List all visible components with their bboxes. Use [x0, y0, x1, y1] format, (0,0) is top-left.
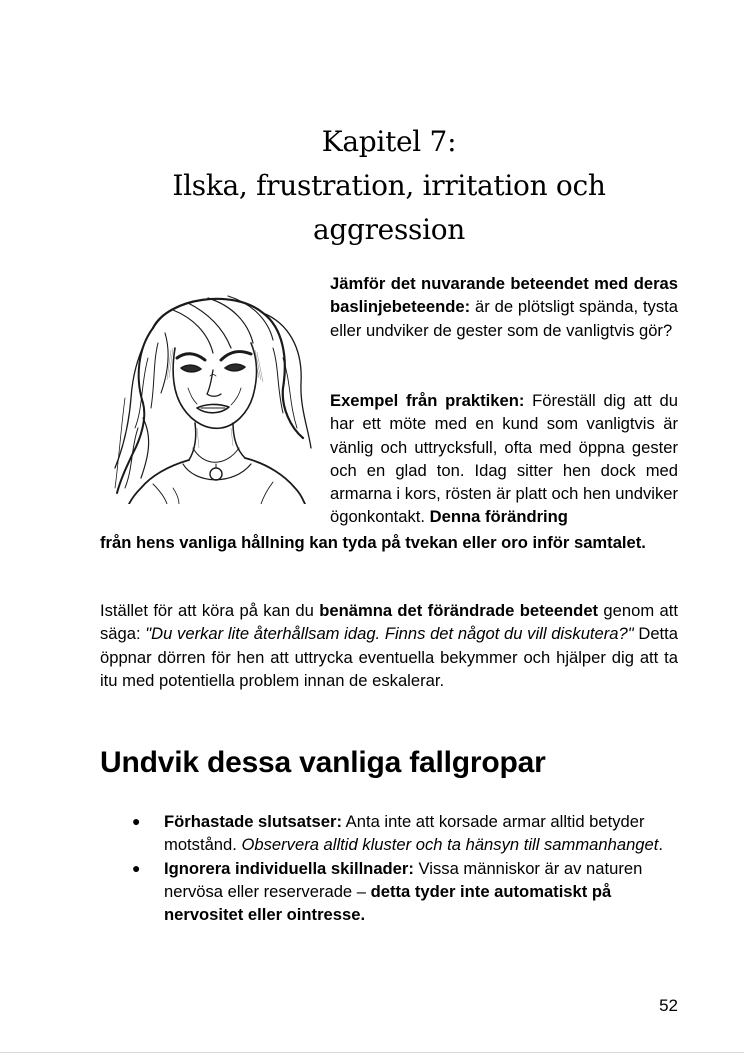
chapter-title-line-3: aggression [312, 213, 466, 246]
bullet1-bold: Förhastade slutsatser: [164, 812, 342, 831]
bullet2-text: Vissa människor är av naturen nervösa eller reserverade – [164, 858, 643, 901]
paragraph2-bold-end-a: Denna förändring [425, 507, 568, 527]
list-item [100, 810, 678, 857]
angry-woman-illustration [113, 288, 313, 504]
paragraph-baseline-comparison [330, 272, 678, 342]
paragraph2-bold: Exempel från praktiken: [330, 391, 525, 410]
page-number: 52 [659, 996, 678, 1015]
paragraph3-quote: "Du verkar lite återhållsam idag. Finns det något du vill diskutera?" [145, 624, 634, 644]
paragraph-practical-example [330, 389, 678, 529]
paragraph3-text-a: Istället för att köra på kan du [100, 601, 320, 620]
bullet-icon: ● [132, 813, 141, 829]
bullet1-text: Anta inte att korsade armar alltid betyder motstånd. [164, 812, 645, 855]
paragraph3-bold: benämna det förändrade beteendet [319, 601, 599, 620]
paragraph3-text-b: genom att säga: [100, 601, 678, 644]
paragraph-name-the-behavior [100, 599, 678, 692]
list-item [100, 857, 678, 927]
paragraph1-bold: Jämför det nuvarande beteendet med deras baslinjebeteende: [330, 274, 678, 317]
paragraph3-text-c: Detta öppnar dörren för hen att uttrycka eventuella bekymmer och hjälper dig att ta itu med potentiella problem innan de eskalerar. [100, 624, 678, 690]
pitfalls-list [100, 810, 678, 926]
chapter-title-line-1: Kapitel 7: [321, 125, 457, 158]
chapter-title [100, 120, 678, 252]
bullet2-bold-end: detta tyder inte automatiskt på nervositet eller ointresse. [164, 881, 612, 925]
paragraph2-text: Föreställ dig att du har ett möte med en kund som vanligtvis är vänlig och uttrycksfull, ofta med öppna gester och en glad ton. Idag sitter hen dock med armarna i kors, rösten är platt och hen undviker ögonkontakt. [330, 391, 678, 527]
chapter-title-line-2: Ilska, frustration, irritation och [172, 169, 606, 202]
page-bottom-divider [0, 1052, 744, 1053]
bullet1-italic: Observera alltid kluster och ta hänsyn till sammanhanget [241, 835, 659, 855]
section-heading: Undvik dessa vanliga fallgropar [100, 746, 546, 779]
paragraph1-text: är de plötsligt spända, tysta eller undviker de gester som de vanligtvis gör? [330, 297, 678, 340]
bullet-icon: ● [132, 859, 141, 876]
bullet1-tail: . [658, 835, 664, 855]
paragraph-practical-example-continued [100, 531, 678, 554]
bullet2-bold: Ignorera individuella skillnader: [164, 858, 414, 878]
paragraph2-bold-end-b: från hens vanliga hållning kan tyda på tvekan eller oro inför samtalet. [100, 533, 646, 552]
